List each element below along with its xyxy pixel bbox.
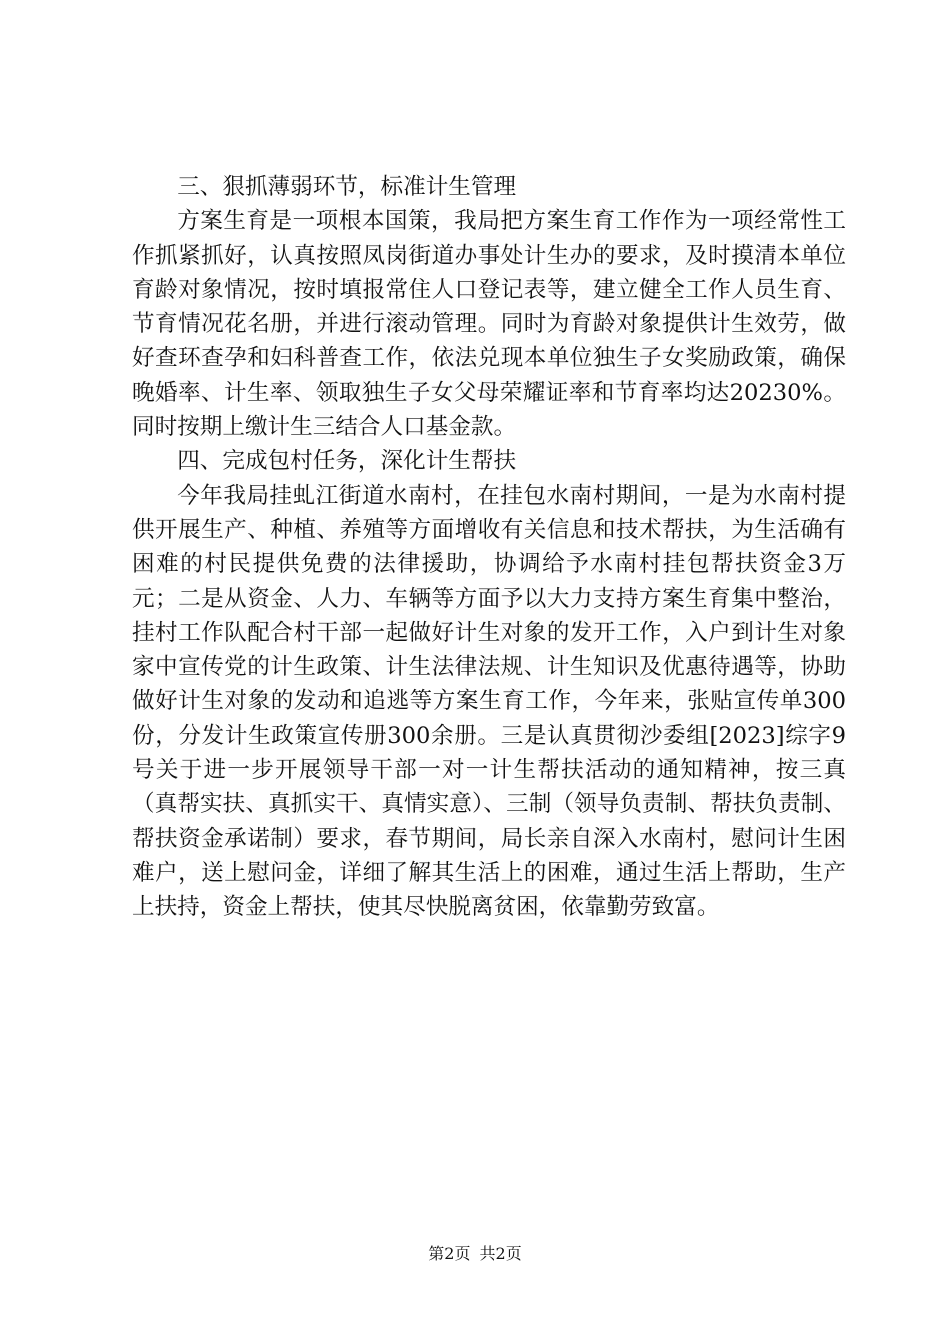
section-heading-3: 三、狠抓薄弱环节，标准计生管理 bbox=[177, 174, 517, 200]
section-heading-4: 四、完成包村任务，深化计生帮扶 bbox=[177, 448, 517, 475]
document-body bbox=[132, 170, 846, 925]
paragraph-village-support: 今年我局挂虬江街道水南村，在挂包水南村期间，一是为水南村提供开展生产、种植、养殖等方面增收有关信息和技术帮扶，为生活确有困难的村民提供免费的法律援助，协调给予水南村挂包帮扶资金3万元；二是从资金、人力、车辆等方面予以大力支持方案生育集中整治，挂村工作队配合村干部一起做好计生对象的发开工作，入户到计生对象家中宣传党的计生政策、计生法律法规、计生知识及优惠待遇等，协助做好计生对象的发动和追逃等方案生育工作，今年来，张贴宣传单300份，分发计生政策宣传册300余册。三是认真贯彻沙委组[2023]综字9号关于进一步开展领导干部一对一计生帮扶活动的通知精神，按三真（真帮实扶、真抓实干、真情实意）、三制（领导负责制、帮扶负责制、帮扶资金承诺制）要求，春节期间，局长亲自深入水南村，慰问计生困难户，送上慰问金，详细了解其生活上的困难，通过生活上帮助，生产上扶持，资金上帮扶，使其尽快脱离贫困，依靠勤劳致富。 bbox=[132, 482, 846, 921]
page-total: 共2页 bbox=[479, 1244, 522, 1263]
page-number: 第2页 bbox=[428, 1244, 471, 1263]
paragraph-family-planning: 方案生育是一项根本国策，我局把方案生育工作作为一项经常性工作抓紧抓好，认真按照凤岗街道办事处计生办的要求，及时摸清本单位育龄对象情况，按时填报常住人口登记表等，建立健全工作人员生育、节育情况花名册，并进行滚动管理。同时为育龄对象提供计生效劳，做好查环查孕和妇科普查工作，依法兑现本单位独生子女奖励政策，确保晚婚率、计生率、领取独生子女父母荣耀证率和节育率均达20230%。同时按期上缴计生三结合人口基金款。 bbox=[132, 208, 846, 441]
page-footer bbox=[0, 1242, 950, 1266]
